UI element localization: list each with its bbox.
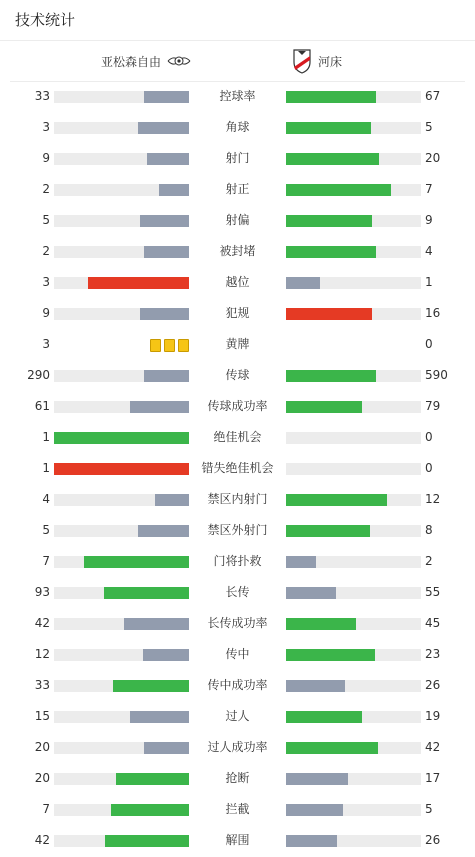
home-value: 42: [34, 616, 50, 630]
away-bar-track: [286, 277, 421, 289]
stat-label: 拦截: [225, 802, 250, 816]
away-bar-fill: [286, 246, 376, 258]
home-bar-fill: [144, 91, 189, 103]
away-bar-track: [286, 432, 421, 444]
stat-label: 被封堵: [219, 244, 256, 258]
stat-row: [0, 639, 475, 670]
away-bar-fill: [286, 835, 337, 847]
stat-label: 射正: [225, 182, 250, 196]
home-bar-track: [54, 308, 189, 320]
away-value: 17: [425, 771, 441, 785]
away-value: 5: [425, 120, 433, 134]
stat-row: [0, 298, 475, 329]
away-value: 26: [425, 833, 441, 847]
home-bar-fill: [144, 246, 189, 258]
home-bar-fill: [111, 804, 189, 816]
home-value: 9: [42, 151, 50, 165]
away-bar-track: [286, 773, 421, 785]
away-bar-fill: [286, 401, 362, 413]
home-bar-track: [54, 556, 189, 568]
away-bar-fill: [286, 494, 387, 506]
home-value: 12: [34, 647, 50, 661]
home-bar-track: [54, 525, 189, 537]
stat-label: 过人: [225, 709, 250, 723]
away-bar-track: [286, 215, 421, 227]
stat-row: [0, 329, 475, 360]
home-bar-fill: [144, 742, 189, 754]
away-bar-fill: [286, 122, 371, 134]
home-bar-fill: [138, 122, 189, 134]
home-value: 9: [42, 306, 50, 320]
stat-label: 传中: [225, 647, 250, 661]
stat-label: 解围: [225, 833, 250, 847]
home-value: 33: [34, 89, 50, 103]
stat-label: 绝佳机会: [213, 430, 262, 444]
away-bar-fill: [286, 215, 372, 227]
stat-row: [0, 81, 475, 112]
away-bar-fill: [286, 556, 316, 568]
home-value: 2: [42, 244, 50, 258]
away-bar-track: [286, 463, 421, 475]
home-bar-track: [54, 494, 189, 506]
away-bar-fill: [286, 680, 345, 692]
away-bar-track: [286, 401, 421, 413]
away-value: 79: [425, 399, 441, 413]
home-bar-track: [54, 153, 189, 165]
away-bar-track: [286, 91, 421, 103]
away-value: 26: [425, 678, 441, 692]
home-value: 7: [42, 802, 50, 816]
away-bar-fill: [286, 618, 356, 630]
home-bar-fill: [144, 370, 189, 382]
away-bar-track: [286, 835, 421, 847]
away-bar-fill: [286, 742, 378, 754]
away-value: 2: [425, 554, 433, 568]
away-value: 1: [425, 275, 433, 289]
home-bar-fill: [147, 153, 189, 165]
away-value: 42: [425, 740, 441, 754]
away-bar-track: [286, 494, 421, 506]
stat-label: 传球: [225, 368, 250, 382]
home-bar-track: [54, 649, 189, 661]
home-team-logo-icon: [167, 55, 191, 67]
yellow-card-icon: [164, 339, 175, 352]
stat-row: [0, 112, 475, 143]
home-bar-fill: [138, 525, 189, 537]
stat-label: 过人成功率: [207, 740, 268, 754]
home-bar-fill: [54, 432, 189, 444]
away-value: 16: [425, 306, 441, 320]
away-team-name: 河床: [318, 54, 343, 69]
home-bar-fill: [54, 463, 189, 475]
away-bar-track: [286, 556, 421, 568]
away-bar-track: [286, 711, 421, 723]
stat-label: 门将扑救: [213, 554, 262, 568]
home-value: 7: [42, 554, 50, 568]
home-bar-track: [54, 835, 189, 847]
home-value: 2: [42, 182, 50, 196]
stat-row: [0, 360, 475, 391]
home-bar-fill: [155, 494, 189, 506]
stat-label: 长传成功率: [207, 616, 268, 630]
stat-row: [0, 267, 475, 298]
away-bar-fill: [286, 773, 348, 785]
stat-label: 错失绝佳机会: [201, 461, 274, 475]
home-bar-track: [54, 184, 189, 196]
home-value: 93: [34, 585, 50, 599]
home-bar-fill: [116, 773, 189, 785]
away-bar-track: [286, 587, 421, 599]
away-bar-fill: [286, 91, 376, 103]
away-bar-fill: [286, 804, 343, 816]
stat-row: [0, 453, 475, 484]
home-value: 20: [34, 771, 50, 785]
away-value: 9: [425, 213, 433, 227]
team-header: [0, 46, 475, 76]
home-bar-fill: [130, 401, 189, 413]
away-team-crest-icon: [292, 48, 312, 74]
home-bar-fill: [140, 308, 189, 320]
home-value: 1: [42, 430, 50, 444]
stat-label: 犯规: [225, 306, 250, 320]
stat-label: 抢断: [225, 771, 250, 785]
home-bar-track: [54, 91, 189, 103]
stat-row: [0, 794, 475, 825]
home-value: 3: [42, 275, 50, 289]
stat-row: [0, 825, 475, 856]
home-bar-fill: [124, 618, 189, 630]
away-value: 0: [425, 461, 433, 475]
away-bar-fill: [286, 277, 320, 289]
stat-label: 越位: [225, 275, 250, 289]
stat-label: 传球成功率: [207, 399, 268, 413]
home-bar-track: [54, 711, 189, 723]
home-value: 3: [42, 337, 50, 351]
stat-row: [0, 484, 475, 515]
home-bar-track: [54, 401, 189, 413]
home-bar-track: [54, 277, 189, 289]
away-bar-fill: [286, 525, 370, 537]
home-bar-fill: [104, 587, 189, 599]
home-value: 42: [34, 833, 50, 847]
away-value: 4: [425, 244, 433, 258]
away-value: 20: [425, 151, 441, 165]
home-value: 5: [42, 523, 50, 537]
away-bar-track: [286, 618, 421, 630]
away-bar-fill: [286, 184, 391, 196]
stat-row: [0, 174, 475, 205]
home-bar-track: [54, 680, 189, 692]
stat-row: [0, 546, 475, 577]
stat-label: 长传: [225, 585, 250, 599]
home-value: 5: [42, 213, 50, 227]
home-bar-track: [54, 432, 189, 444]
away-bar-fill: [286, 649, 375, 661]
away-value: 55: [425, 585, 441, 599]
stat-label: 控球率: [219, 89, 256, 103]
home-bar-track: [54, 587, 189, 599]
home-bar-fill: [143, 649, 189, 661]
home-value: 20: [34, 740, 50, 754]
away-bar-track: [286, 184, 421, 196]
home-team[interactable]: [101, 46, 191, 76]
home-value: 290: [27, 368, 50, 382]
section-title: 技术统计: [15, 11, 76, 29]
stat-row: [0, 608, 475, 639]
stat-row: [0, 391, 475, 422]
away-bar-track: [286, 525, 421, 537]
home-bar-fill: [140, 215, 189, 227]
stat-label: 角球: [225, 120, 250, 134]
away-bar-fill: [286, 308, 372, 320]
home-bar-track: [54, 742, 189, 754]
away-value: 67: [425, 89, 441, 103]
home-bar-fill: [130, 711, 189, 723]
stat-row: [0, 422, 475, 453]
away-bar-track: [286, 742, 421, 754]
stat-row: [0, 205, 475, 236]
away-bar-track: [286, 308, 421, 320]
stat-row: [0, 732, 475, 763]
yellow-card-icon: [150, 339, 161, 352]
away-value: 0: [425, 337, 433, 351]
home-value: 61: [34, 399, 50, 413]
home-bar-fill: [84, 556, 189, 568]
home-bar-fill: [88, 277, 189, 289]
away-bar-track: [286, 246, 421, 258]
stat-row: [0, 515, 475, 546]
stat-row: [0, 763, 475, 794]
home-bar-track: [54, 773, 189, 785]
home-bar-track: [54, 246, 189, 258]
home-bar-track: [54, 370, 189, 382]
away-bar-track: [286, 680, 421, 692]
home-value: 3: [42, 120, 50, 134]
home-value: 33: [34, 678, 50, 692]
home-value: 15: [34, 709, 50, 723]
away-bar-fill: [286, 370, 376, 382]
stat-row: [0, 143, 475, 174]
stat-label: 射偏: [225, 213, 250, 227]
away-value: 12: [425, 492, 441, 506]
away-value: 590: [425, 368, 448, 382]
home-bar-track: [54, 215, 189, 227]
stat-row: [0, 701, 475, 732]
away-value: 45: [425, 616, 441, 630]
home-team-name: 亚松森自由: [100, 54, 161, 69]
home-bar-track: [54, 804, 189, 816]
away-bar-track: [286, 804, 421, 816]
away-bar-fill: [286, 587, 336, 599]
stat-label: 禁区内射门: [207, 492, 268, 506]
home-value: 1: [42, 461, 50, 475]
home-bar-fill: [105, 835, 189, 847]
home-bar-track: [54, 618, 189, 630]
home-value: 4: [42, 492, 50, 506]
away-bar-fill: [286, 711, 362, 723]
stat-label: 禁区外射门: [207, 523, 268, 537]
home-yellow-cards: [54, 339, 189, 352]
title-divider: [0, 40, 475, 41]
yellow-card-icon: [178, 339, 189, 352]
away-value: 19: [425, 709, 441, 723]
home-bar-fill: [113, 680, 189, 692]
away-value: 5: [425, 802, 433, 816]
stat-label: 传中成功率: [207, 678, 268, 692]
home-bar-fill: [159, 184, 189, 196]
stat-row: [0, 670, 475, 701]
away-bar-track: [286, 122, 421, 134]
home-bar-track: [54, 122, 189, 134]
away-team[interactable]: [292, 46, 342, 76]
stat-row: [0, 236, 475, 267]
away-bar-fill: [286, 153, 379, 165]
home-bar-track: [54, 463, 189, 475]
away-value: 8: [425, 523, 433, 537]
away-bar-track: [286, 370, 421, 382]
away-bar-track: [286, 153, 421, 165]
away-value: 7: [425, 182, 433, 196]
stat-label: 黄牌: [225, 337, 250, 351]
stat-row: [0, 577, 475, 608]
stat-label: 射门: [225, 151, 250, 165]
away-bar-track: [286, 649, 421, 661]
away-value: 0: [425, 430, 433, 444]
away-value: 23: [425, 647, 441, 661]
